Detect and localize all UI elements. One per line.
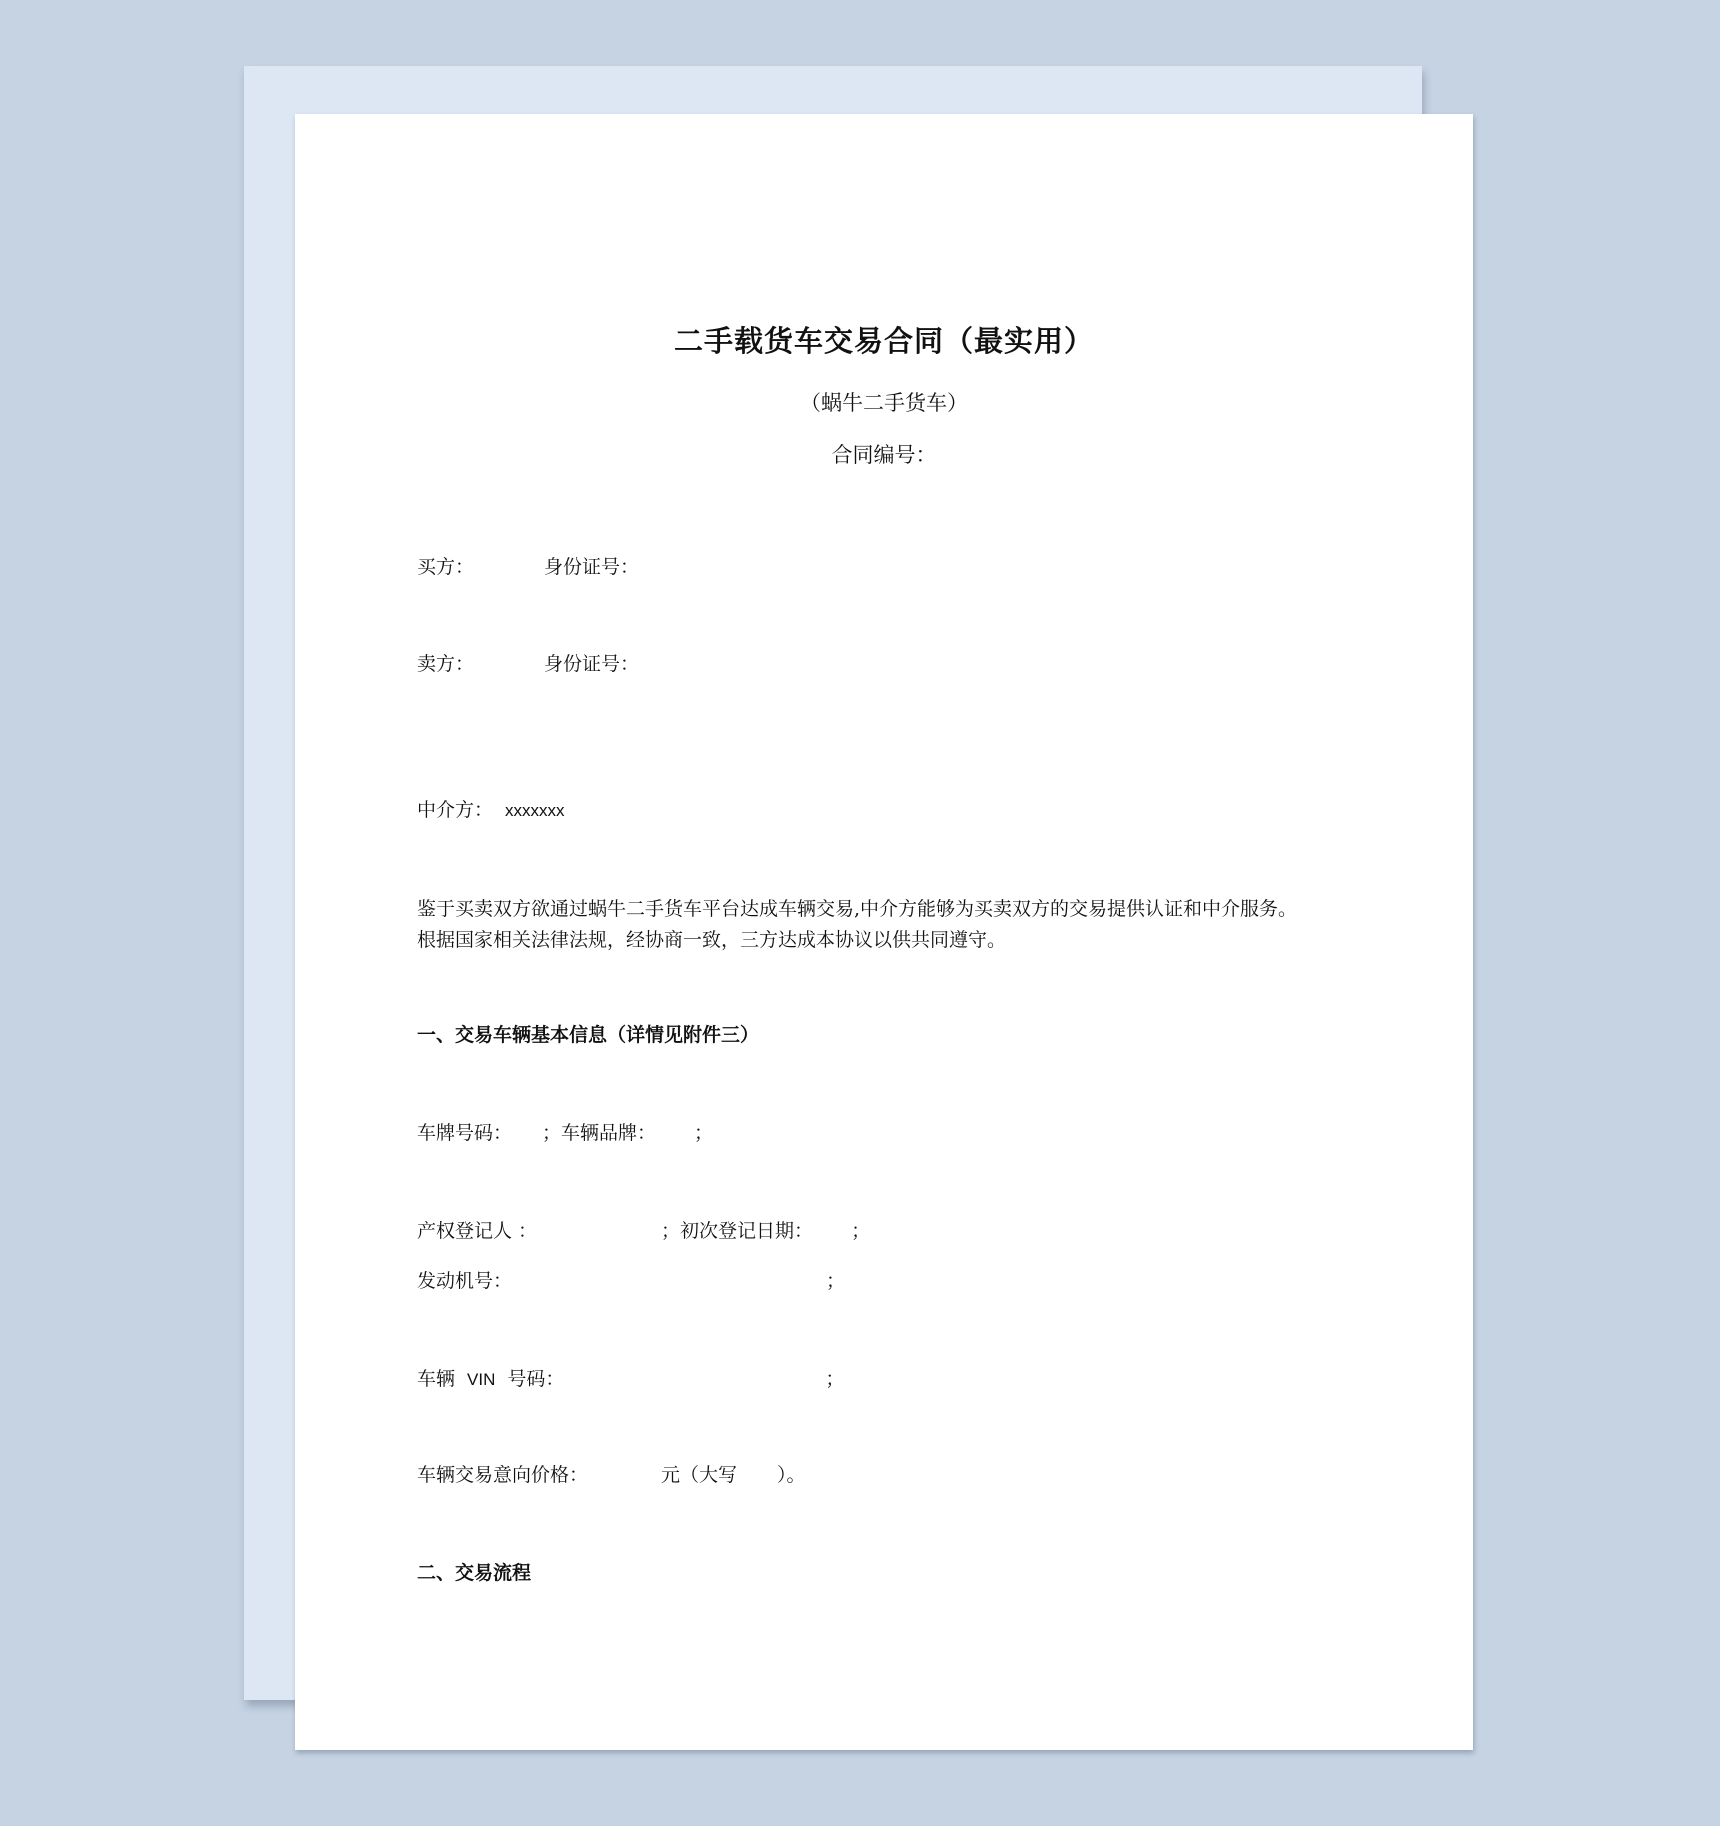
- brand-label: ；车辆品牌：: [542, 1122, 657, 1144]
- vin-line: [417, 1368, 844, 1391]
- agent-value: xxxxxxx: [505, 801, 565, 820]
- owner-label: 产权登记人 ：: [417, 1220, 538, 1242]
- engine-end: ；: [826, 1270, 846, 1292]
- engine-label: 发动机号：: [417, 1270, 513, 1292]
- intro-line-1: 鉴于买卖双方欲通过蜗牛二手货车平台达成车辆交易,中介方能够为买卖双方的交易提供认证和中介服务。: [417, 898, 1298, 920]
- agent-label: 中介方：: [417, 799, 494, 821]
- brand-end: ；: [694, 1122, 714, 1144]
- document-subtitle: （蜗牛二手货车）: [800, 391, 968, 415]
- buyer-id-label: 身份证号：: [544, 556, 640, 578]
- agent-line: [417, 799, 565, 822]
- intro-paragraph: [417, 894, 1377, 956]
- plate-brand-line: [417, 1122, 713, 1145]
- vin-label-post: 号码：: [507, 1368, 565, 1390]
- seller-id-label: 身份证号：: [544, 653, 640, 675]
- price-label: 车辆交易意向价格：: [417, 1464, 589, 1486]
- price-line: [417, 1464, 806, 1487]
- document-page: [295, 114, 1473, 1750]
- price-end: ）。: [777, 1464, 806, 1486]
- buyer-line: [417, 556, 639, 579]
- price-unit: 元（大写: [661, 1464, 738, 1486]
- seller-label: 卖方：: [417, 653, 475, 675]
- document-title: 二手载货车交易合同（最实用）: [673, 324, 1094, 358]
- plate-label: 车牌号码：: [417, 1122, 513, 1144]
- first-registration-end: ；: [851, 1220, 871, 1242]
- engine-line: [417, 1270, 845, 1293]
- intro-line-2: 根据国家相关法律法规，经协商一致，三方达成本协议以供共同遵守。: [417, 929, 1007, 951]
- seller-line: [417, 653, 639, 676]
- first-registration-label: ；初次登记日期：: [661, 1220, 814, 1242]
- section2-heading: 二、交易流程: [417, 1562, 532, 1584]
- section1-heading: 一、交易车辆基本信息（详情见附件三）: [417, 1024, 760, 1046]
- vin-end: ；: [825, 1368, 845, 1390]
- vin-label-pre: 车辆: [417, 1368, 456, 1390]
- owner-registration-line: [417, 1220, 870, 1243]
- buyer-label: 买方：: [417, 556, 475, 578]
- contract-number-label: 合同编号：: [831, 443, 937, 467]
- vin-label-mid: VIN: [467, 1370, 496, 1389]
